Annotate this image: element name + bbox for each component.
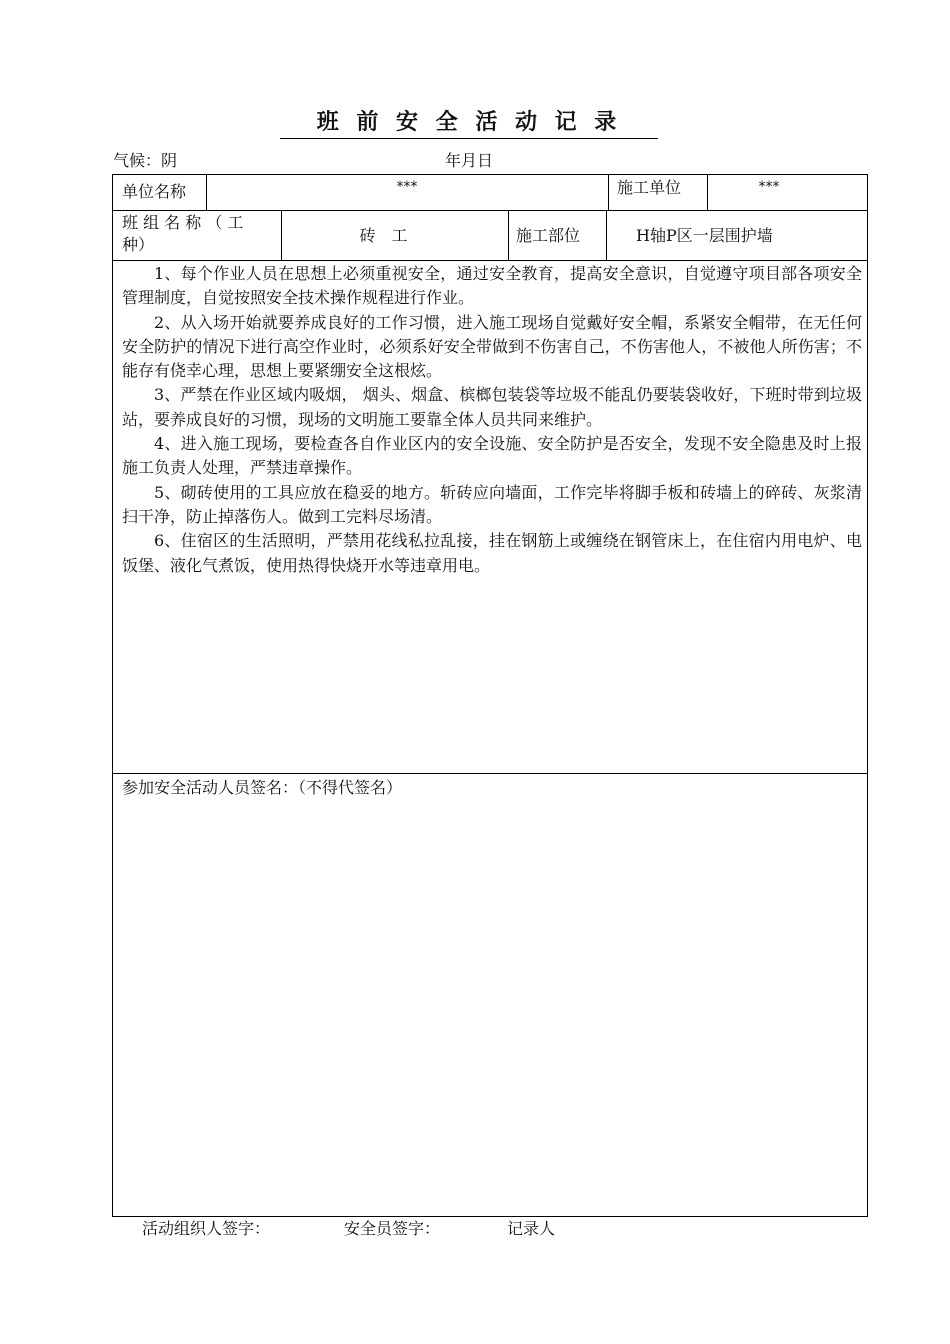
safety-officer-signature-label: 安全员签字： — [344, 1219, 441, 1238]
unit-name-label: 单位名称 — [122, 182, 187, 201]
location-value: H轴P区一层围护墙 — [636, 226, 773, 245]
signature-label: 参加安全活动人员签名：（不得代签名） — [122, 778, 403, 797]
page-title: 班 前 安 全 活 动 记 录 — [280, 108, 658, 139]
signature-area[interactable] — [113, 800, 867, 1215]
team-name-label-line1: 班 组 名 称 （ 工 — [122, 213, 244, 232]
rule-paragraph: 5、砌砖使用的工具应放在稳妥的地方。斩砖应向墙面，工作完毕将脚手板和砖墙上的碎砖、灰浆清扫干净，防止掉落伤人。做到工完料尽场清。 — [122, 482, 862, 526]
row-divider — [112, 773, 868, 774]
col-divider — [608, 174, 609, 210]
rule-paragraph: 1、每个作业人员在思想上必须重视安全，通过安全教育，提高安全意识，自觉遵守项目部各项安全管理制度，自觉按照安全技术操作规程进行作业。 — [122, 264, 862, 308]
team-name-label-line2: 种） — [122, 235, 155, 254]
team-name-label — [122, 212, 274, 256]
row-divider — [112, 260, 868, 261]
organizer-signature-label: 活动组织人签字： — [142, 1219, 271, 1238]
safety-rules — [122, 262, 862, 578]
rule-paragraph: 6、住宿区的生活照明，严禁用花线私拉乱接，挂在钢筋上或缠绕在钢管床上，在住宿内用电炉、电饭堡、液化气煮饭，使用热得快烧开水等违章用电。 — [122, 531, 862, 575]
team-name-value: 砖 工 — [359, 226, 408, 245]
unit-name-value: *** — [396, 179, 418, 195]
construction-unit-value: *** — [758, 179, 780, 195]
row-divider — [112, 210, 868, 211]
construction-unit-label: 施工单位 — [617, 178, 682, 197]
date-field: 年月日 — [445, 151, 494, 170]
col-divider — [508, 210, 509, 260]
rule-paragraph: 4、进入施工现场，要检查各自作业区内的安全设施、安全防护是否安全，发现不安全隐患及时上报施工负责人处理，严禁违章操作。 — [122, 434, 862, 478]
col-divider — [606, 210, 607, 260]
rule-paragraph: 2、从入场开始就要养成良好的工作习惯，进入施工现场自觉戴好安全帽，系紧安全帽带，在无任何安全防护的情况下进行高空作业时，必须系好安全带做到不伤害自己，不伤害他人，不被他人所伤害；不能存有侥幸心理，思想上要紧绷安全这根炫。 — [122, 312, 862, 381]
recorder-label: 记录人 — [507, 1219, 556, 1238]
location-label: 施工部位 — [516, 226, 581, 245]
weather-field: 气候：阴 — [113, 151, 178, 170]
rule-paragraph: 3、严禁在作业区域内吸烟， 烟头、烟盒、槟榔包装袋等垃圾不能乱仍要装袋收好，下班时带到垃圾站，要养成良好的习惯，现场的文明施工要靠全体人员共同来维护。 — [122, 385, 862, 429]
